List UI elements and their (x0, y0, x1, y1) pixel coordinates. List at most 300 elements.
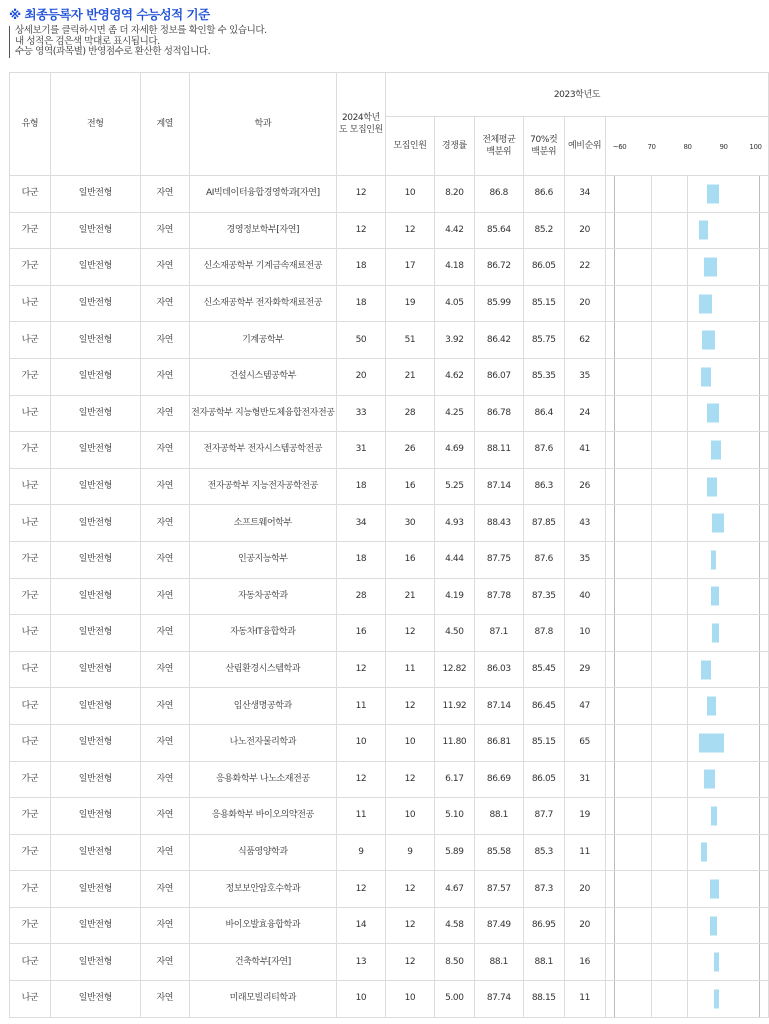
score-bar-cell (605, 651, 768, 688)
scale-label-100: 100 (749, 143, 762, 151)
cell-avg: 85.99 (474, 285, 523, 322)
cell-admission: 일반전형 (50, 322, 140, 359)
cell-admission: 일반전형 (50, 724, 140, 761)
cell-track: 자연 (140, 395, 189, 432)
score-range-bar[interactable] (707, 404, 719, 423)
cell-cut70: 88.1 (523, 944, 564, 981)
table-row[interactable] (10, 249, 769, 286)
cell-avg: 88.1 (474, 944, 523, 981)
header-cut70-percentile: 70%컷 백분위 (523, 117, 564, 176)
gridline-80 (687, 249, 688, 285)
gridline-80 (687, 871, 688, 907)
scale-label-90: 90 (719, 143, 728, 151)
score-range-bar[interactable] (704, 257, 718, 276)
cell-competition: 4.58 (434, 907, 474, 944)
gridline-80 (687, 762, 688, 798)
info-notes (9, 26, 267, 58)
gridline-70 (651, 213, 652, 249)
cell-recruit: 11 (385, 651, 434, 688)
cell-track: 자연 (140, 578, 189, 615)
cell-recruit: 12 (385, 615, 434, 652)
score-bar-cell (605, 322, 768, 359)
gridline-80 (687, 798, 688, 834)
cell-quota2024: 12 (336, 761, 385, 798)
cell-competition: 5.25 (434, 468, 474, 505)
cell-waitlist: 47 (564, 688, 605, 725)
cell-department: AI빅데이터융합경영학과[자연] (189, 176, 336, 213)
cell-recruit: 12 (385, 688, 434, 725)
score-bar-cell (605, 688, 768, 725)
table-row[interactable] (10, 578, 769, 615)
score-range-box (614, 762, 760, 798)
cell-track: 자연 (140, 285, 189, 322)
cell-department: 응용화학부 나노소재전공 (189, 761, 336, 798)
cell-type: 다군 (10, 724, 51, 761)
cell-quota2024: 12 (336, 212, 385, 249)
cell-avg: 86.78 (474, 395, 523, 432)
score-bar-cell (605, 724, 768, 761)
gridline-70 (651, 798, 652, 834)
cell-competition: 5.10 (434, 798, 474, 835)
cell-admission: 일반전형 (50, 285, 140, 322)
cell-type: 가군 (10, 578, 51, 615)
cell-avg: 87.49 (474, 907, 523, 944)
cell-track: 자연 (140, 981, 189, 1018)
score-range-bar[interactable] (710, 880, 720, 899)
gridline-70 (651, 542, 652, 578)
score-range-box (614, 542, 760, 578)
score-range-bar[interactable] (699, 294, 713, 313)
cell-track: 자연 (140, 505, 189, 542)
cell-competition: 3.92 (434, 322, 474, 359)
cell-track: 자연 (140, 615, 189, 652)
score-bar-cell (605, 944, 768, 981)
cell-avg: 86.03 (474, 651, 523, 688)
cell-department: 식품영양학과 (189, 834, 336, 871)
cell-track: 자연 (140, 871, 189, 908)
gridline-80 (687, 505, 688, 541)
cell-recruit: 16 (385, 541, 434, 578)
cell-avg: 87.75 (474, 541, 523, 578)
cell-recruit: 17 (385, 249, 434, 286)
cell-quota2024: 10 (336, 724, 385, 761)
score-bar-cell (605, 871, 768, 908)
header-score-scale (605, 117, 768, 176)
table-row[interactable] (10, 724, 769, 761)
score-range-box (614, 944, 760, 980)
table-row[interactable] (10, 432, 769, 469)
cell-type: 가군 (10, 871, 51, 908)
cell-quota2024: 20 (336, 358, 385, 395)
score-range-bar[interactable] (710, 916, 718, 935)
cell-track: 자연 (140, 834, 189, 871)
cell-cut70: 85.75 (523, 322, 564, 359)
table-row[interactable] (10, 212, 769, 249)
score-bar-cell (605, 981, 768, 1018)
table-row[interactable] (10, 541, 769, 578)
cell-cut70: 85.15 (523, 285, 564, 322)
cell-avg: 85.58 (474, 834, 523, 871)
cell-type: 가군 (10, 798, 51, 835)
cell-type: 나군 (10, 322, 51, 359)
cell-waitlist: 24 (564, 395, 605, 432)
gridline-70 (651, 505, 652, 541)
score-range-box (614, 432, 760, 468)
cell-quota2024: 18 (336, 249, 385, 286)
cell-avg: 87.14 (474, 468, 523, 505)
header-type: 유형 (10, 73, 51, 176)
cell-admission: 일반전형 (50, 907, 140, 944)
cell-type: 나군 (10, 505, 51, 542)
cell-recruit: 10 (385, 176, 434, 213)
score-bar-cell (605, 432, 768, 469)
score-range-box (614, 396, 760, 432)
cell-track: 자연 (140, 761, 189, 798)
cell-department: 인공지능학부 (189, 541, 336, 578)
score-range-bar[interactable] (714, 989, 718, 1008)
cell-waitlist: 22 (564, 249, 605, 286)
cell-type: 가군 (10, 541, 51, 578)
score-range-box (614, 322, 760, 358)
cell-competition: 4.93 (434, 505, 474, 542)
cell-avg: 86.07 (474, 358, 523, 395)
cell-quota2024: 18 (336, 285, 385, 322)
score-bar-cell (605, 468, 768, 505)
cell-avg: 87.78 (474, 578, 523, 615)
cell-quota2024: 11 (336, 798, 385, 835)
gridline-70 (651, 871, 652, 907)
cell-track: 자연 (140, 176, 189, 213)
table-row[interactable] (10, 834, 769, 871)
cell-waitlist: 16 (564, 944, 605, 981)
cell-cut70: 86.95 (523, 907, 564, 944)
table-row[interactable] (10, 761, 769, 798)
cell-track: 자연 (140, 468, 189, 505)
score-range-box (614, 871, 760, 907)
cell-waitlist: 40 (564, 578, 605, 615)
cell-admission: 일반전형 (50, 871, 140, 908)
cell-cut70: 87.8 (523, 615, 564, 652)
gridline-70 (651, 322, 652, 358)
table-row[interactable] (10, 871, 769, 908)
cell-department: 신소재공학부 전자화학재료전공 (189, 285, 336, 322)
score-range-bar[interactable] (711, 806, 717, 825)
score-bar-cell (605, 615, 768, 652)
gridline-80 (687, 908, 688, 944)
cell-department: 기계공학부 (189, 322, 336, 359)
cell-track: 자연 (140, 541, 189, 578)
cell-quota2024: 34 (336, 505, 385, 542)
cell-type: 가군 (10, 907, 51, 944)
cell-cut70: 86.45 (523, 688, 564, 725)
score-range-bar[interactable] (702, 331, 715, 350)
cell-competition: 4.42 (434, 212, 474, 249)
gridline-80 (687, 579, 688, 615)
cell-avg: 87.57 (474, 871, 523, 908)
cell-recruit: 16 (385, 468, 434, 505)
cell-track: 자연 (140, 249, 189, 286)
cell-waitlist: 43 (564, 505, 605, 542)
score-range-box (614, 359, 760, 395)
cell-admission: 일반전형 (50, 541, 140, 578)
cell-department: 미래모빌리티학과 (189, 981, 336, 1018)
cell-recruit: 30 (385, 505, 434, 542)
score-range-bar[interactable] (701, 367, 712, 386)
score-range-bar[interactable] (701, 660, 712, 679)
header-year-2023: 2023학년도 (385, 73, 768, 117)
cell-admission: 일반전형 (50, 395, 140, 432)
cell-track: 자연 (140, 798, 189, 835)
cell-competition: 4.69 (434, 432, 474, 469)
table-row[interactable] (10, 688, 769, 725)
gridline-70 (651, 725, 652, 761)
table-row[interactable] (10, 651, 769, 688)
cell-competition: 11.92 (434, 688, 474, 725)
cell-department: 자동차공학과 (189, 578, 336, 615)
table-row[interactable] (10, 798, 769, 835)
table-row[interactable] (10, 468, 769, 505)
gridline-80 (687, 835, 688, 871)
table-row[interactable] (10, 505, 769, 542)
table-row[interactable] (10, 285, 769, 322)
score-range-box (614, 505, 760, 541)
header-track: 계열 (140, 73, 189, 176)
gridline-80 (687, 688, 688, 724)
cell-department: 전자공학부 전자시스템공학전공 (189, 432, 336, 469)
cell-track: 자연 (140, 688, 189, 725)
table-row[interactable] (10, 615, 769, 652)
cell-avg: 86.69 (474, 761, 523, 798)
cell-admission: 일반전형 (50, 615, 140, 652)
cell-competition: 4.62 (434, 358, 474, 395)
cell-recruit: 10 (385, 724, 434, 761)
cell-avg: 86.81 (474, 724, 523, 761)
cell-cut70: 86.4 (523, 395, 564, 432)
cell-avg: 85.64 (474, 212, 523, 249)
cell-cut70: 85.2 (523, 212, 564, 249)
cell-track: 자연 (140, 724, 189, 761)
score-range-bar[interactable] (707, 477, 717, 496)
cell-cut70: 87.35 (523, 578, 564, 615)
cell-waitlist: 11 (564, 981, 605, 1018)
score-range-bar[interactable] (712, 514, 724, 533)
cell-competition: 4.25 (434, 395, 474, 432)
score-range-bar[interactable] (714, 953, 718, 972)
cell-type: 가군 (10, 761, 51, 798)
gridline-70 (651, 396, 652, 432)
score-range-bar[interactable] (699, 221, 709, 240)
score-range-bar[interactable] (699, 733, 725, 752)
cell-quota2024: 33 (336, 395, 385, 432)
cell-competition: 5.00 (434, 981, 474, 1018)
score-range-bar[interactable] (707, 697, 716, 716)
gridline-80 (687, 944, 688, 980)
gridline-70 (651, 249, 652, 285)
table-row[interactable] (10, 981, 769, 1018)
cell-competition: 11.80 (434, 724, 474, 761)
score-range-box (614, 798, 760, 834)
score-range-bar[interactable] (707, 184, 719, 203)
cell-recruit: 21 (385, 578, 434, 615)
cell-admission: 일반전형 (50, 176, 140, 213)
cell-department: 전자공학부 지능형반도체융합전자전공 (189, 395, 336, 432)
cell-quota2024: 31 (336, 432, 385, 469)
cell-competition: 4.44 (434, 541, 474, 578)
cell-track: 자연 (140, 907, 189, 944)
cell-competition: 8.50 (434, 944, 474, 981)
cell-type: 가군 (10, 432, 51, 469)
score-bar-cell (605, 176, 768, 213)
cell-track: 자연 (140, 944, 189, 981)
score-range-box (614, 981, 760, 1017)
cell-type: 가군 (10, 358, 51, 395)
cell-recruit: 12 (385, 907, 434, 944)
gridline-70 (651, 176, 652, 212)
cell-waitlist: 20 (564, 212, 605, 249)
score-range-box (614, 176, 760, 212)
table-row[interactable] (10, 176, 769, 213)
scale-label-60: ~60 (612, 143, 627, 151)
gridline-70 (651, 432, 652, 468)
table-row[interactable] (10, 907, 769, 944)
table-row[interactable] (10, 944, 769, 981)
cell-admission: 일반전형 (50, 981, 140, 1018)
cell-department: 소프트웨어학부 (189, 505, 336, 542)
gridline-70 (651, 579, 652, 615)
gridline-80 (687, 615, 688, 651)
cell-waitlist: 35 (564, 541, 605, 578)
cell-waitlist: 35 (564, 358, 605, 395)
table-row[interactable] (10, 322, 769, 359)
cell-type: 다군 (10, 944, 51, 981)
note-detail: 상세보기를 클릭하시면 좀 더 자세한 정보를 확인할 수 있습니다. (15, 25, 267, 36)
cell-waitlist: 20 (564, 907, 605, 944)
cell-quota2024: 50 (336, 322, 385, 359)
cell-type: 나군 (10, 395, 51, 432)
score-bar-cell (605, 249, 768, 286)
table-row[interactable] (10, 358, 769, 395)
score-bar-cell (605, 505, 768, 542)
score-range-bar[interactable] (711, 550, 716, 569)
cell-admission: 일반전형 (50, 651, 140, 688)
cell-admission: 일반전형 (50, 468, 140, 505)
gridline-80 (687, 981, 688, 1017)
cell-waitlist: 31 (564, 761, 605, 798)
cell-type: 나군 (10, 468, 51, 505)
cell-competition: 12.82 (434, 651, 474, 688)
cell-track: 자연 (140, 212, 189, 249)
cell-track: 자연 (140, 322, 189, 359)
cell-admission: 일반전형 (50, 834, 140, 871)
header-department: 학과 (189, 73, 336, 176)
gridline-70 (651, 359, 652, 395)
cell-recruit: 28 (385, 395, 434, 432)
cell-admission: 일반전형 (50, 761, 140, 798)
score-range-box (614, 469, 760, 505)
cell-competition: 4.18 (434, 249, 474, 286)
cell-type: 나군 (10, 285, 51, 322)
cell-recruit: 12 (385, 761, 434, 798)
score-range-bar[interactable] (704, 770, 715, 789)
cell-avg: 86.42 (474, 322, 523, 359)
score-range-bar[interactable] (701, 843, 707, 862)
cell-admission: 일반전형 (50, 249, 140, 286)
gridline-80 (687, 725, 688, 761)
gridline-80 (687, 359, 688, 395)
cell-quota2024: 12 (336, 871, 385, 908)
score-range-bar[interactable] (712, 623, 719, 642)
score-range-box (614, 615, 760, 651)
cell-type: 나군 (10, 615, 51, 652)
score-bar-cell (605, 358, 768, 395)
cell-department: 전자공학부 지능전자공학전공 (189, 468, 336, 505)
cell-recruit: 10 (385, 798, 434, 835)
cell-department: 신소재공학부 기계금속재료전공 (189, 249, 336, 286)
cell-competition: 5.89 (434, 834, 474, 871)
header-quota-2024: 2024학년도 모집인원 (336, 73, 385, 176)
cell-quota2024: 18 (336, 541, 385, 578)
scale-label-80: 80 (683, 143, 692, 151)
cell-type: 가군 (10, 834, 51, 871)
cell-quota2024: 12 (336, 176, 385, 213)
cell-recruit: 19 (385, 285, 434, 322)
cell-type: 가군 (10, 249, 51, 286)
cell-cut70: 87.7 (523, 798, 564, 835)
gridline-70 (651, 981, 652, 1017)
page-title: ※ 최종등록자 반영영역 수능성적 기준 (9, 7, 210, 22)
cell-competition: 6.17 (434, 761, 474, 798)
score-range-box (614, 579, 760, 615)
cell-cut70: 85.3 (523, 834, 564, 871)
cell-type: 다군 (10, 688, 51, 725)
cell-waitlist: 20 (564, 285, 605, 322)
gridline-70 (651, 615, 652, 651)
cell-cut70: 85.35 (523, 358, 564, 395)
gridline-80 (687, 542, 688, 578)
cell-admission: 일반전형 (50, 212, 140, 249)
gridline-70 (651, 908, 652, 944)
cell-quota2024: 13 (336, 944, 385, 981)
cell-recruit: 12 (385, 212, 434, 249)
score-bar-cell (605, 541, 768, 578)
cell-quota2024: 9 (336, 834, 385, 871)
cell-admission: 일반전형 (50, 432, 140, 469)
note-my-score: 내 성적은 검은색 막대로 표시됩니다. (15, 35, 160, 47)
cell-department: 건설시스템공학부 (189, 358, 336, 395)
cell-quota2024: 12 (336, 651, 385, 688)
score-range-bar[interactable] (711, 587, 719, 606)
cell-waitlist: 26 (564, 468, 605, 505)
score-bar-cell (605, 395, 768, 432)
header-admission: 전형 (50, 73, 140, 176)
score-range-bar[interactable] (711, 440, 721, 459)
cell-waitlist: 20 (564, 871, 605, 908)
score-range-box (614, 908, 760, 944)
score-bar-cell (605, 761, 768, 798)
gridline-80 (687, 469, 688, 505)
cell-recruit: 12 (385, 871, 434, 908)
cell-avg: 87.1 (474, 615, 523, 652)
cell-competition: 8.20 (434, 176, 474, 213)
score-range-box (614, 249, 760, 285)
cell-track: 자연 (140, 432, 189, 469)
score-range-box (614, 725, 760, 761)
table-row[interactable] (10, 395, 769, 432)
score-range-box (614, 286, 760, 322)
score-range-box (614, 213, 760, 249)
cell-admission: 일반전형 (50, 688, 140, 725)
cell-quota2024: 18 (336, 468, 385, 505)
